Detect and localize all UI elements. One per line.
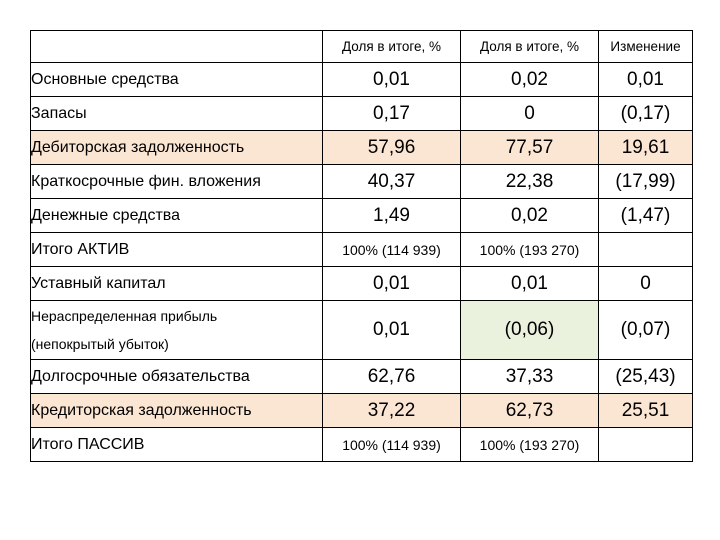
table-row-receivables — [31, 131, 693, 165]
share-1-value: 0,01 — [323, 267, 461, 301]
share-1-value: 37,22 — [323, 394, 461, 428]
table-row-inventory — [31, 97, 693, 131]
change-value: (17,99) — [599, 165, 693, 199]
row-label-line-2: (непокрытый убыток) — [31, 336, 169, 352]
share-2-value: (0,06) — [461, 301, 599, 360]
share-1-value: 62,76 — [323, 360, 461, 394]
header-share-1: Доля в итоге, % — [323, 31, 461, 63]
row-label: Краткосрочные фин. вложения — [31, 165, 323, 199]
row-label: Кредиторская задолженность — [31, 394, 323, 428]
change-value: 0,01 — [599, 63, 693, 97]
share-2-value: 37,33 — [461, 360, 599, 394]
balance-structure-table — [30, 30, 693, 462]
row-label: Запасы — [31, 97, 323, 131]
table-row-short-term-investments — [31, 165, 693, 199]
row-label: Долгосрочные обязательства — [31, 360, 323, 394]
share-1-value: 0,01 — [323, 63, 461, 97]
change-value: 0 — [599, 267, 693, 301]
share-2-value: 62,73 — [461, 394, 599, 428]
change-value: (0,07) — [599, 301, 693, 360]
header-blank-cell — [31, 31, 323, 63]
share-2-value: 0,01 — [461, 267, 599, 301]
share-1-value: 40,37 — [323, 165, 461, 199]
header-row — [31, 31, 693, 63]
row-label — [31, 301, 323, 360]
table-row-retained-earnings — [31, 301, 693, 360]
share-1-value: 0,17 — [323, 97, 461, 131]
row-label: Основные средства — [31, 63, 323, 97]
table-row-share-capital — [31, 267, 693, 301]
share-2-value: 0,02 — [461, 63, 599, 97]
share-2-value: 0,02 — [461, 199, 599, 233]
header-change: Изменение — [599, 31, 693, 63]
row-label: Итого ПАССИВ — [31, 428, 323, 462]
change-value — [599, 428, 693, 462]
share-2-value: 0 — [461, 97, 599, 131]
row-label: Уставный капитал — [31, 267, 323, 301]
table-row-fixed-assets — [31, 63, 693, 97]
share-1-value: 57,96 — [323, 131, 461, 165]
table-row-cash — [31, 199, 693, 233]
table-row-total-liabilities — [31, 428, 693, 462]
share-2-value: 100% (193 270) — [461, 428, 599, 462]
row-label: Денежные средства — [31, 199, 323, 233]
change-value: 19,61 — [599, 131, 693, 165]
header-share-2: Доля в итоге, % — [461, 31, 599, 63]
table-row-total-assets — [31, 233, 693, 267]
row-label: Дебиторская задолженность — [31, 131, 323, 165]
share-1-value: 0,01 — [323, 301, 461, 360]
share-2-value: 22,38 — [461, 165, 599, 199]
share-1-value: 100% (114 939) — [323, 428, 461, 462]
row-label-line-1: Нераспределенная прибыль — [31, 308, 218, 324]
share-2-value: 77,57 — [461, 131, 599, 165]
change-value — [599, 233, 693, 267]
table-row-long-term-liabilities — [31, 360, 693, 394]
change-value: 25,51 — [599, 394, 693, 428]
share-2-value: 100% (193 270) — [461, 233, 599, 267]
share-1-value: 100% (114 939) — [323, 233, 461, 267]
row-label: Итого АКТИВ — [31, 233, 323, 267]
table-row-payables — [31, 394, 693, 428]
change-value: (1,47) — [599, 199, 693, 233]
change-value: (0,17) — [599, 97, 693, 131]
share-1-value: 1,49 — [323, 199, 461, 233]
change-value: (25,43) — [599, 360, 693, 394]
